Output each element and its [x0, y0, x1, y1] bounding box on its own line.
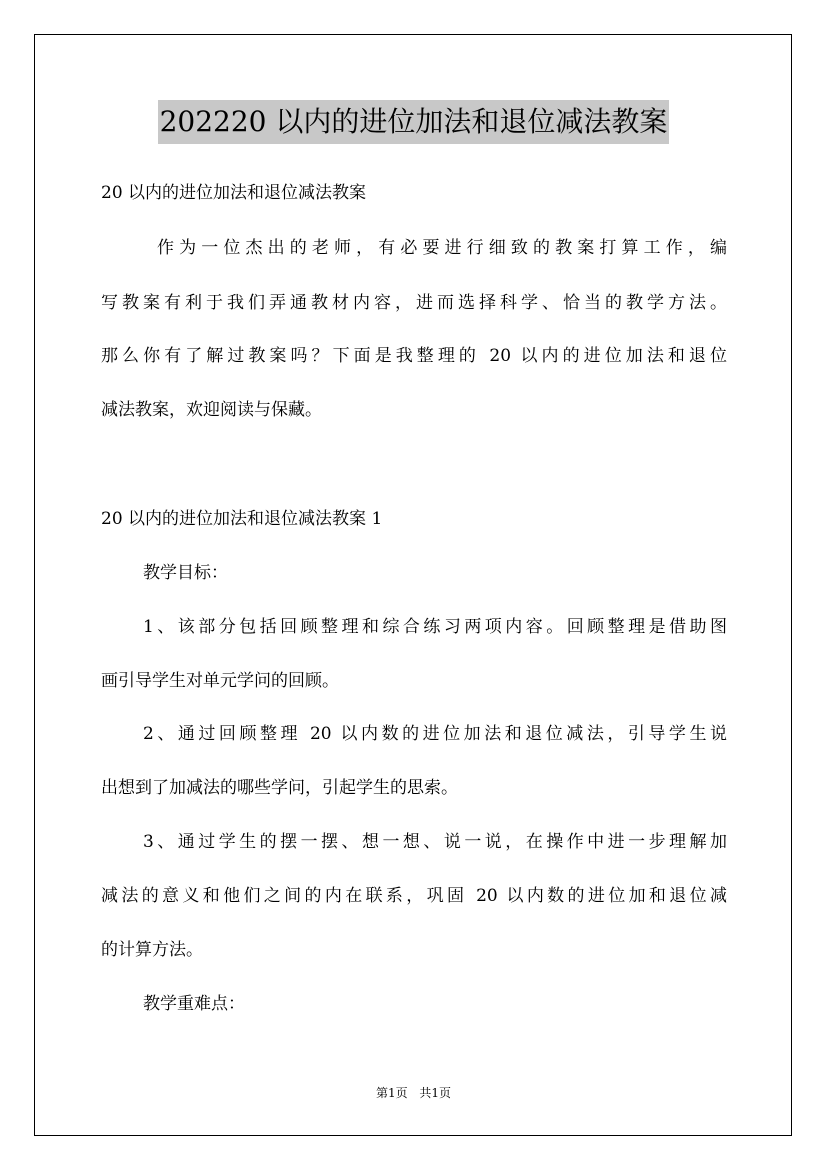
section-heading: 20 以内的进位加法和退位减法教案 1 [101, 509, 383, 529]
paragraph-line: 画引导学生对单元学问的回顾。 [101, 671, 339, 691]
paragraph-line: 作为一位杰出的老师，有必要进行细致的教案打算工作，编 [157, 238, 727, 258]
paragraph-line: 减法的意义和他们之间的内在联系，巩固 20 以内数的进位加和退位减 [101, 886, 727, 906]
subtitle-line: 20 以内的进位加法和退位减法教案 [101, 183, 367, 203]
paragraph-line: 教学目标： [143, 563, 228, 583]
paragraph-line: 教学重难点： [143, 994, 245, 1014]
paragraph-line: 1、该部分包括回顾整理和综合练习两项内容。回顾整理是借助图 [143, 617, 727, 637]
document-title: 202220 以内的进位加法和退位减法教案 [158, 100, 670, 144]
paragraph-line: 出想到了加减法的哪些学问，引起学生的思索。 [101, 778, 458, 798]
paragraph-line: 的计算方法。 [101, 940, 203, 960]
paragraph-line: 2、通过回顾整理 20 以内数的进位加法和退位减法，引导学生说 [143, 724, 727, 744]
paragraph-line: 3、通过学生的摆一摆、想一想、说一说，在操作中进一步理解加 [143, 832, 727, 852]
paragraph-line: 减法教案，欢迎阅读与保藏。 [101, 400, 322, 420]
page-total: 共1页 [419, 1086, 452, 1100]
title-container [0, 100, 827, 144]
page-number: 第1页 [375, 1086, 408, 1100]
page-footer [0, 1085, 827, 1101]
paragraph-line: 那么你有了解过教案吗？下面是我整理的 20 以内的进位加法和退位 [101, 346, 727, 366]
paragraph-line: 写教案有利于我们弄通教材内容，进而选择科学、恰当的教学方法。 [101, 293, 727, 313]
